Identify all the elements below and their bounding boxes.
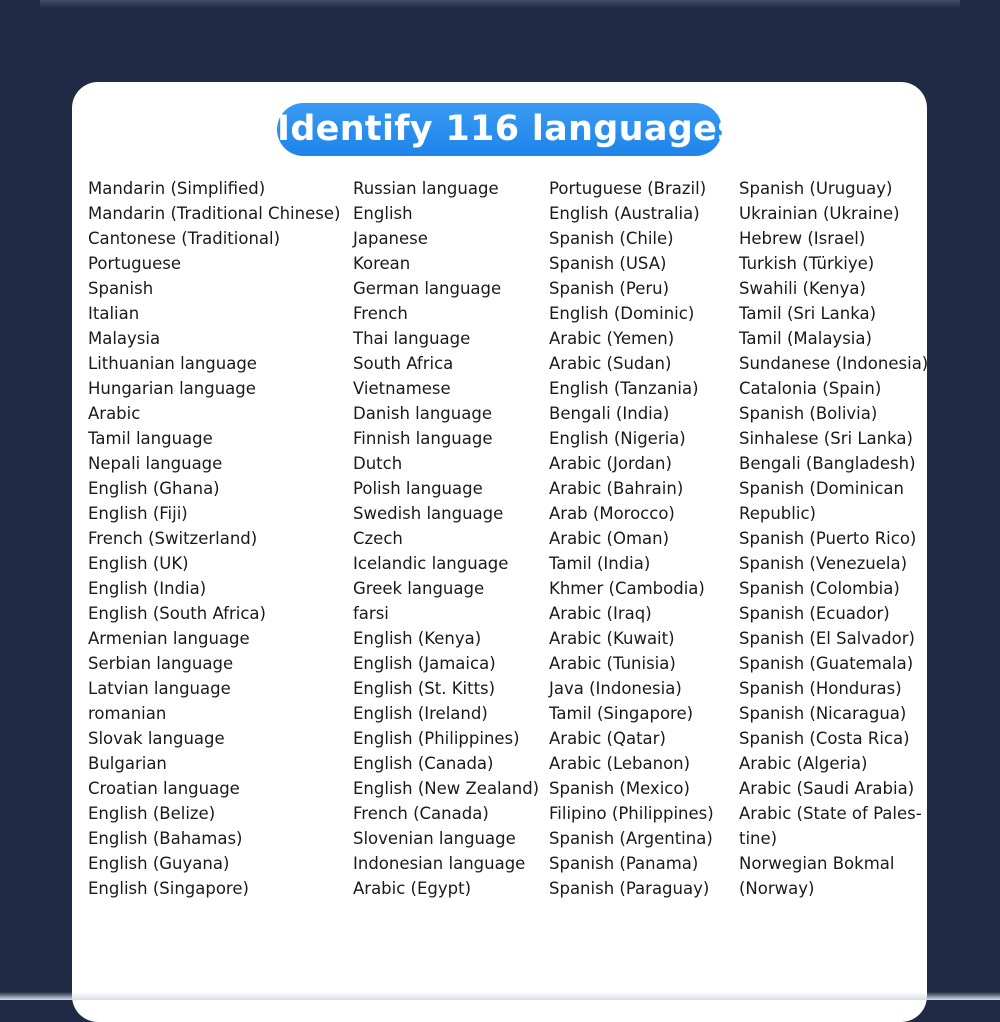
language-item: English (Belize) [88, 801, 340, 826]
language-item: Spanish (Honduras) [739, 676, 928, 701]
language-column-1 [88, 176, 340, 901]
language-item: Arabic (Algeria) [739, 751, 928, 776]
language-column-4 [739, 176, 928, 901]
language-item: Tamil language [88, 426, 340, 451]
language-item: Malaysia [88, 326, 340, 351]
language-item: Spanish (Paraguay) [549, 876, 714, 901]
language-item: English (Kenya) [353, 626, 539, 651]
language-item: Korean [353, 251, 539, 276]
language-item: German language [353, 276, 539, 301]
language-item: Arabic (Jordan) [549, 451, 714, 476]
language-item: English [353, 201, 539, 226]
language-item: romanian [88, 701, 340, 726]
language-item: Czech [353, 526, 539, 551]
language-item: (Norway) [739, 876, 928, 901]
language-item: English (South Africa) [88, 601, 340, 626]
language-item: Sinhalese (Sri Lanka) [739, 426, 928, 451]
language-item: Slovak language [88, 726, 340, 751]
language-item: Arabic (Egypt) [353, 876, 539, 901]
language-item: Spanish (El Salvador) [739, 626, 928, 651]
language-item: Arabic (Lebanon) [549, 751, 714, 776]
language-item: Arabic (Yemen) [549, 326, 714, 351]
language-item: tine) [739, 826, 928, 851]
language-item: Arabic (Qatar) [549, 726, 714, 751]
language-item: Arabic (State of Pales- [739, 801, 928, 826]
language-item: Dutch [353, 451, 539, 476]
language-item: English (Fiji) [88, 501, 340, 526]
language-item: English (Bahamas) [88, 826, 340, 851]
language-item: Mandarin (Traditional Chinese) [88, 201, 340, 226]
language-item: Lithuanian language [88, 351, 340, 376]
language-item: Norwegian Bokmal [739, 851, 928, 876]
language-item: Spanish (Mexico) [549, 776, 714, 801]
language-item: French (Switzerland) [88, 526, 340, 551]
language-item: Spanish (Peru) [549, 276, 714, 301]
language-item: Finnish language [353, 426, 539, 451]
language-item: Mandarin (Simplified) [88, 176, 340, 201]
language-item: Spanish (Colombia) [739, 576, 928, 601]
language-item: Japanese [353, 226, 539, 251]
language-item: Swahili (Kenya) [739, 276, 928, 301]
language-item: Armenian language [88, 626, 340, 651]
language-item: Arabic (Oman) [549, 526, 714, 551]
language-item: Spanish (Bolivia) [739, 401, 928, 426]
language-item: Thai language [353, 326, 539, 351]
title-badge: Identify 116 languages [277, 103, 722, 156]
language-item: Tamil (India) [549, 551, 714, 576]
language-item: Arabic (Sudan) [549, 351, 714, 376]
language-item: Arabic (Saudi Arabia) [739, 776, 928, 801]
language-item: Spanish (USA) [549, 251, 714, 276]
language-item: English (Ireland) [353, 701, 539, 726]
language-item: Spanish (Panama) [549, 851, 714, 876]
language-item: Arabic [88, 401, 340, 426]
language-item: Arabic (Bahrain) [549, 476, 714, 501]
language-item: Bengali (India) [549, 401, 714, 426]
language-item: Cantonese (Traditional) [88, 226, 340, 251]
language-item: Filipino (Philippines) [549, 801, 714, 826]
language-item: Catalonia (Spain) [739, 376, 928, 401]
language-item: Russian language [353, 176, 539, 201]
language-item: Spanish (Costa Rica) [739, 726, 928, 751]
language-item: Latvian language [88, 676, 340, 701]
language-item: Spanish [88, 276, 340, 301]
language-column-3 [549, 176, 714, 901]
language-item: Icelandic language [353, 551, 539, 576]
language-item: Hungarian language [88, 376, 340, 401]
language-item: English (Nigeria) [549, 426, 714, 451]
language-item: English (Australia) [549, 201, 714, 226]
language-item: Nepali language [88, 451, 340, 476]
language-item: Indonesian language [353, 851, 539, 876]
language-item: Hebrew (Israel) [739, 226, 928, 251]
language-item: English (Dominic) [549, 301, 714, 326]
language-item: Turkish (Türkiye) [739, 251, 928, 276]
language-item: English (Philippines) [353, 726, 539, 751]
language-item: Arab (Morocco) [549, 501, 714, 526]
language-item: Spanish (Chile) [549, 226, 714, 251]
language-item: Serbian language [88, 651, 340, 676]
language-item: Italian [88, 301, 340, 326]
language-item: English (New Zealand) [353, 776, 539, 801]
language-item: Danish language [353, 401, 539, 426]
language-item: English (Ghana) [88, 476, 340, 501]
language-item: French [353, 301, 539, 326]
language-item: Arabic (Kuwait) [549, 626, 714, 651]
language-item: English (Jamaica) [353, 651, 539, 676]
language-item: French (Canada) [353, 801, 539, 826]
language-item: English (Guyana) [88, 851, 340, 876]
language-item: Spanish (Puerto Rico) [739, 526, 928, 551]
language-item: Tamil (Singapore) [549, 701, 714, 726]
language-item: English (Canada) [353, 751, 539, 776]
language-item: English (St. Kitts) [353, 676, 539, 701]
language-item: Swedish language [353, 501, 539, 526]
language-item: Slovenian language [353, 826, 539, 851]
top-edge-shading [40, 0, 960, 8]
language-item: Bengali (Bangladesh) [739, 451, 928, 476]
language-item: Spanish (Uruguay) [739, 176, 928, 201]
language-item: Spanish (Guatemala) [739, 651, 928, 676]
language-item: Vietnamese [353, 376, 539, 401]
language-item: Spanish (Venezuela) [739, 551, 928, 576]
language-item: Spanish (Ecuador) [739, 601, 928, 626]
language-item: Republic) [739, 501, 928, 526]
language-item: Arabic (Iraq) [549, 601, 714, 626]
language-item: English (Tanzania) [549, 376, 714, 401]
language-item: English (UK) [88, 551, 340, 576]
language-item: Croatian language [88, 776, 340, 801]
language-item: Tamil (Malaysia) [739, 326, 928, 351]
language-item: Bulgarian [88, 751, 340, 776]
language-item: English (India) [88, 576, 340, 601]
language-item: farsi [353, 601, 539, 626]
language-item: Java (Indonesia) [549, 676, 714, 701]
language-item: Spanish (Nicaragua) [739, 701, 928, 726]
language-item: South Africa [353, 351, 539, 376]
language-item: Portuguese [88, 251, 340, 276]
bottom-edge-shading [0, 992, 1000, 1000]
language-item: Spanish (Dominican [739, 476, 928, 501]
language-item: Spanish (Argentina) [549, 826, 714, 851]
language-item: Ukrainian (Ukraine) [739, 201, 928, 226]
language-item: English (Singapore) [88, 876, 340, 901]
language-item: Tamil (Sri Lanka) [739, 301, 928, 326]
language-item: Arabic (Tunisia) [549, 651, 714, 676]
language-item: Greek language [353, 576, 539, 601]
language-item: Khmer (Cambodia) [549, 576, 714, 601]
language-item: Sundanese (Indonesia) [739, 351, 928, 376]
languages-card [72, 82, 927, 1022]
language-column-2 [353, 176, 539, 901]
language-item: Polish language [353, 476, 539, 501]
language-item: Portuguese (Brazil) [549, 176, 714, 201]
